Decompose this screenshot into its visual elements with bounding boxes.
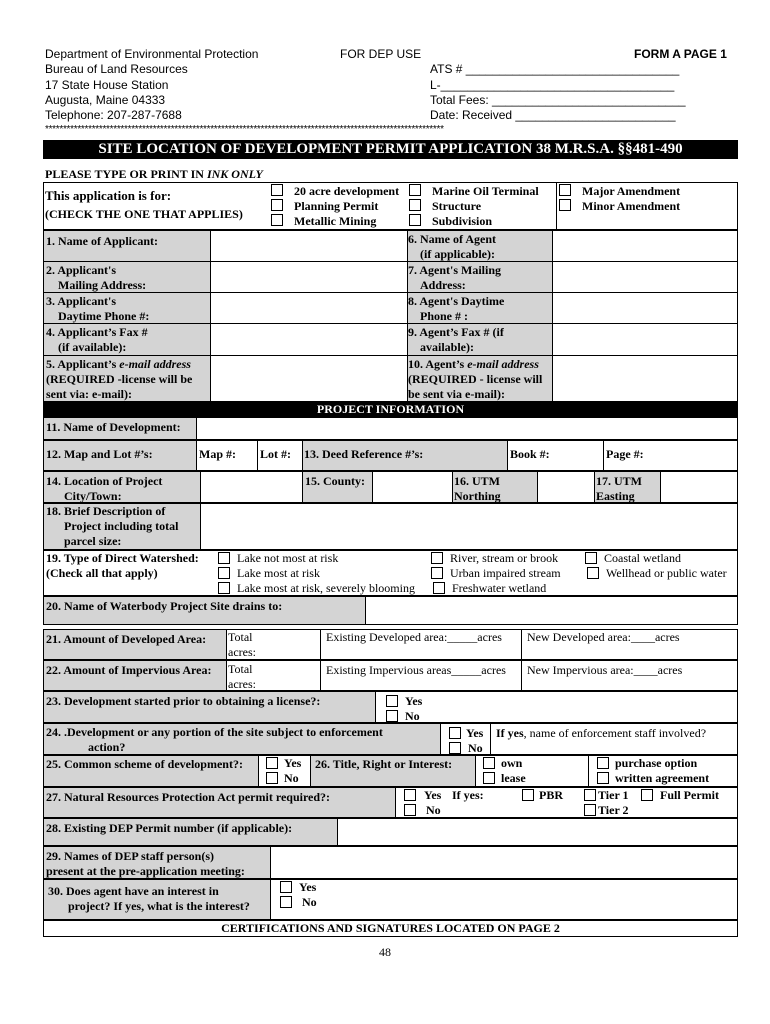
watershed-label: 19. Type of Direct Watershed: (Check all that apply) <box>46 551 199 580</box>
q30-yes-label: Yes <box>299 880 317 894</box>
q27-if-yes-label: If yes: <box>452 788 484 802</box>
map-label[interactable]: Map #: <box>199 447 236 461</box>
ats-field: ATS # ________________________________ <box>430 62 680 76</box>
developed-total-field[interactable]: Total acres: <box>228 630 256 659</box>
existing-permit-field[interactable] <box>338 819 737 845</box>
option-minor-amendment-label: Minor Amendment <box>582 199 681 213</box>
agent-phone-field[interactable] <box>553 293 737 322</box>
option-subdivision-label: Subdivision <box>432 214 493 228</box>
pbr-label: PBR <box>539 788 563 802</box>
checkbox-lake-risk[interactable] <box>218 567 230 579</box>
ws-lake-blooming-label: Lake most at risk, severely blooming <box>237 581 415 595</box>
checkbox-own[interactable] <box>483 757 495 769</box>
q23-no-label: No <box>405 709 420 723</box>
checkbox-lake-not-risk[interactable] <box>218 552 230 564</box>
development-name-field[interactable] <box>197 418 737 439</box>
q30-no-label: No <box>302 895 317 909</box>
option-20-acre-label: 20 acre development <box>294 184 400 198</box>
checkbox-q23-no[interactable] <box>386 710 398 722</box>
ws-coastal-wetland-label: Coastal wetland <box>604 551 681 565</box>
existing-impervious-field[interactable]: Existing Impervious areas_____acres <box>326 663 506 677</box>
checkbox-lease[interactable] <box>483 772 495 784</box>
checkbox-minor-amendment[interactable] <box>559 199 571 211</box>
dep-staff-field[interactable] <box>271 847 737 878</box>
application-for-label: This application is for: <box>45 188 172 203</box>
enforcement-staff-field[interactable]: If yes, name of enforcement staff involved? <box>496 726 707 740</box>
impervious-total-field[interactable]: Total acres: <box>228 662 256 691</box>
applicant-mailing-label: 2. Applicant's Mailing Address: <box>46 263 147 292</box>
agent-phone-label: 8. Agent's Daytime Phone # : <box>408 294 505 323</box>
applicant-email-label: 5. Applicant’s e-mail address (REQUIRED -license will be sent via: e-mail): <box>46 357 193 401</box>
applicant-phone-label: 3. Applicant's Daytime Phone #: <box>46 294 150 323</box>
q25-yes-label: Yes <box>284 756 302 770</box>
full-permit-label: Full Permit <box>660 788 719 802</box>
common-scheme-label: 25. Common scheme of development?: <box>46 757 243 771</box>
checkbox-marine-oil[interactable] <box>409 184 421 196</box>
book-label[interactable]: Book #: <box>510 447 550 461</box>
dept-telephone: Telephone: 207-287-7688 <box>45 108 182 122</box>
existing-permit-label: 28. Existing DEP Permit number (if applicable): <box>46 821 293 835</box>
bureau-name: Bureau of Land Resources <box>45 62 188 76</box>
own-label: own <box>501 756 523 770</box>
title-right-label: 26. Title, Right or Interest: <box>315 757 453 771</box>
waterbody-field[interactable] <box>366 597 737 624</box>
description-label: 18. Brief Description of Project including total parcel size: <box>46 504 179 548</box>
agent-email-field[interactable] <box>553 356 737 401</box>
option-major-amendment-label: Major Amendment <box>582 184 681 198</box>
instruction: PLEASE TYPE OR PRINT IN INK ONLY <box>45 167 263 181</box>
q25-no-label: No <box>284 771 299 785</box>
ws-river-label: River, stream or brook <box>450 551 559 565</box>
tier2-label: Tier 2 <box>598 803 629 817</box>
ws-lake-not-risk-label: Lake not most at risk <box>237 551 339 565</box>
lot-label[interactable]: Lot #: <box>260 447 291 461</box>
l-field: L-___________________________________ <box>430 78 675 92</box>
q27-no-label: No <box>426 803 441 817</box>
checkbox-subdivision[interactable] <box>409 214 421 226</box>
utm-northing-field[interactable] <box>538 472 593 502</box>
checkbox-full-permit[interactable] <box>641 789 653 801</box>
written-agreement-label: written agreement <box>615 771 710 785</box>
lease-label: lease <box>501 771 526 785</box>
checkbox-major-amendment[interactable] <box>559 184 571 196</box>
dept-name: Department of Environmental Protection <box>45 47 259 61</box>
county-label: 15. County: <box>305 474 366 488</box>
new-developed-field[interactable]: New Developed area:____acres <box>527 630 680 644</box>
applicant-fax-field[interactable] <box>211 324 406 354</box>
checkbox-q24-yes[interactable] <box>449 727 461 739</box>
q24-no-label: No <box>468 741 483 755</box>
form-title: SITE LOCATION OF DEVELOPMENT PERMIT APPLICATION 38 M.R.S.A. §§481-490 <box>43 140 738 159</box>
project-info-header: PROJECT INFORMATION <box>43 402 738 417</box>
utm-easting-field[interactable] <box>661 472 737 502</box>
checkbox-tier2[interactable] <box>584 804 596 816</box>
checkbox-structure[interactable] <box>409 199 421 211</box>
option-marine-oil-label: Marine Oil Terminal <box>432 184 539 198</box>
dept-address: 17 State House Station <box>45 78 169 92</box>
nrpa-label: 27. Natural Resources Protection Act permit required?: <box>46 790 331 804</box>
checkbox-20-acre[interactable] <box>271 184 283 196</box>
q23-yes-label: Yes <box>405 694 423 708</box>
applicant-mailing-field[interactable] <box>211 262 406 291</box>
applicant-name-label: 1. Name of Applicant: <box>46 234 158 248</box>
q27-yes-label: Yes <box>424 788 442 802</box>
impervious-area-label: 22. Amount of Impervious Area: <box>46 663 212 677</box>
checkbox-wellhead[interactable] <box>587 567 599 579</box>
checkbox-coastal-wetland[interactable] <box>585 552 597 564</box>
applicant-phone-field[interactable] <box>211 293 406 322</box>
existing-developed-field[interactable]: Existing Developed area:_____acres <box>326 630 502 644</box>
checkbox-planning-permit[interactable] <box>271 199 283 211</box>
applicant-fax-label: 4. Applicant’s Fax # (if available): <box>46 325 148 354</box>
certifications-note: CERTIFICATIONS AND SIGNATURES LOCATED ON PAGE 2 <box>221 921 560 935</box>
option-planning-permit-label: Planning Permit <box>294 199 379 213</box>
developed-area-label: 21. Amount of Developed Area: <box>46 632 207 646</box>
total-fees-field: Total Fees: _____________________________ <box>430 93 686 107</box>
application-for-sub: (CHECK THE ONE THAT APPLIES) <box>45 207 243 221</box>
form-page-label: FORM A PAGE 1 <box>634 47 727 61</box>
description-field[interactable] <box>201 504 737 549</box>
option-metallic-mining-label: Metallic Mining <box>294 214 377 228</box>
agent-interest-label: 30. Does agent have an interest in project? If yes, what is the interest? <box>48 884 250 913</box>
checkbox-urban-stream[interactable] <box>431 567 443 579</box>
checkbox-river[interactable] <box>431 552 443 564</box>
checkbox-q25-yes[interactable] <box>266 757 278 769</box>
utm-easting-label: 17. UTM Easting <box>596 474 642 503</box>
map-lot-label: 12. Map and Lot #’s: <box>46 447 153 461</box>
agent-fax-label: 9. Agent’s Fax # (if available): <box>408 325 504 354</box>
utm-northing-label: 16. UTM Northing <box>454 474 501 503</box>
star-divider: *************************************************************************************************************** <box>45 125 444 135</box>
checkbox-pbr[interactable] <box>522 789 534 801</box>
agent-fax-field[interactable] <box>553 324 737 354</box>
checkbox-freshwater-wetland[interactable] <box>433 582 445 594</box>
for-dep-use: FOR DEP USE <box>340 47 422 61</box>
checkbox-tier1[interactable] <box>584 789 596 801</box>
date-received-field: Date: Received ________________________ <box>430 108 676 122</box>
checkbox-metallic-mining[interactable] <box>271 214 283 226</box>
checkbox-q30-yes[interactable] <box>280 881 292 893</box>
checkbox-q23-yes[interactable] <box>386 695 398 707</box>
new-impervious-field[interactable]: New Impervious area:____acres <box>527 663 683 677</box>
checkbox-written-agreement[interactable] <box>597 772 609 784</box>
county-field[interactable] <box>373 472 451 502</box>
waterbody-label: 20. Name of Waterbody Project Site drains to: <box>46 599 283 613</box>
location-label: 14. Location of Project City/Town: <box>46 474 163 503</box>
checkbox-q25-no[interactable] <box>266 772 278 784</box>
q24-yes-label: Yes <box>466 726 484 740</box>
applicant-name-field[interactable] <box>211 231 406 260</box>
ws-freshwater-wetland-label: Freshwater wetland <box>452 581 547 595</box>
agent-mailing-label: 7. Agent's Mailing Address: <box>408 263 502 292</box>
agent-name-field[interactable] <box>553 231 737 260</box>
checkbox-lake-blooming[interactable] <box>218 582 230 594</box>
checkbox-purchase-option[interactable] <box>597 757 609 769</box>
ws-wellhead-label: Wellhead or public water <box>606 566 727 580</box>
deed-reference-label: 13. Deed Reference #’s: <box>304 447 424 461</box>
agent-mailing-field[interactable] <box>553 262 737 291</box>
dep-staff-label: 29. Names of DEP staff person(s) present at the pre-application meeting: <box>46 849 245 878</box>
checkbox-q24-no[interactable] <box>449 742 461 754</box>
page-label[interactable]: Page #: <box>606 447 644 461</box>
started-prior-label: 23. Development started prior to obtaining a license?: <box>46 694 321 708</box>
dept-city: Augusta, Maine 04333 <box>45 93 166 107</box>
ws-urban-stream-label: Urban impaired stream <box>450 566 561 580</box>
page-number: 48 <box>379 945 391 959</box>
purchase-option-label: purchase option <box>615 756 698 770</box>
checkbox-q27-yes[interactable] <box>404 789 416 801</box>
agent-email-label: 10. Agent’s e-mail address (REQUIRED - license will be sent via e-mail): <box>408 357 543 401</box>
checkbox-q30-no[interactable] <box>280 896 292 908</box>
enforcement-label: 24. .Development or any portion of the site subject to enforcement action? <box>46 725 383 754</box>
city-town-field[interactable] <box>201 472 301 502</box>
checkbox-q27-no[interactable] <box>404 804 416 816</box>
applicant-email-field[interactable] <box>211 356 406 401</box>
agent-name-label: 6. Name of Agent (if applicable): <box>408 232 496 261</box>
development-name-label: 11. Name of Development: <box>46 420 181 434</box>
tier1-label: Tier 1 <box>598 788 629 802</box>
ws-lake-risk-label: Lake most at risk <box>237 566 320 580</box>
option-structure-label: Structure <box>432 199 482 213</box>
